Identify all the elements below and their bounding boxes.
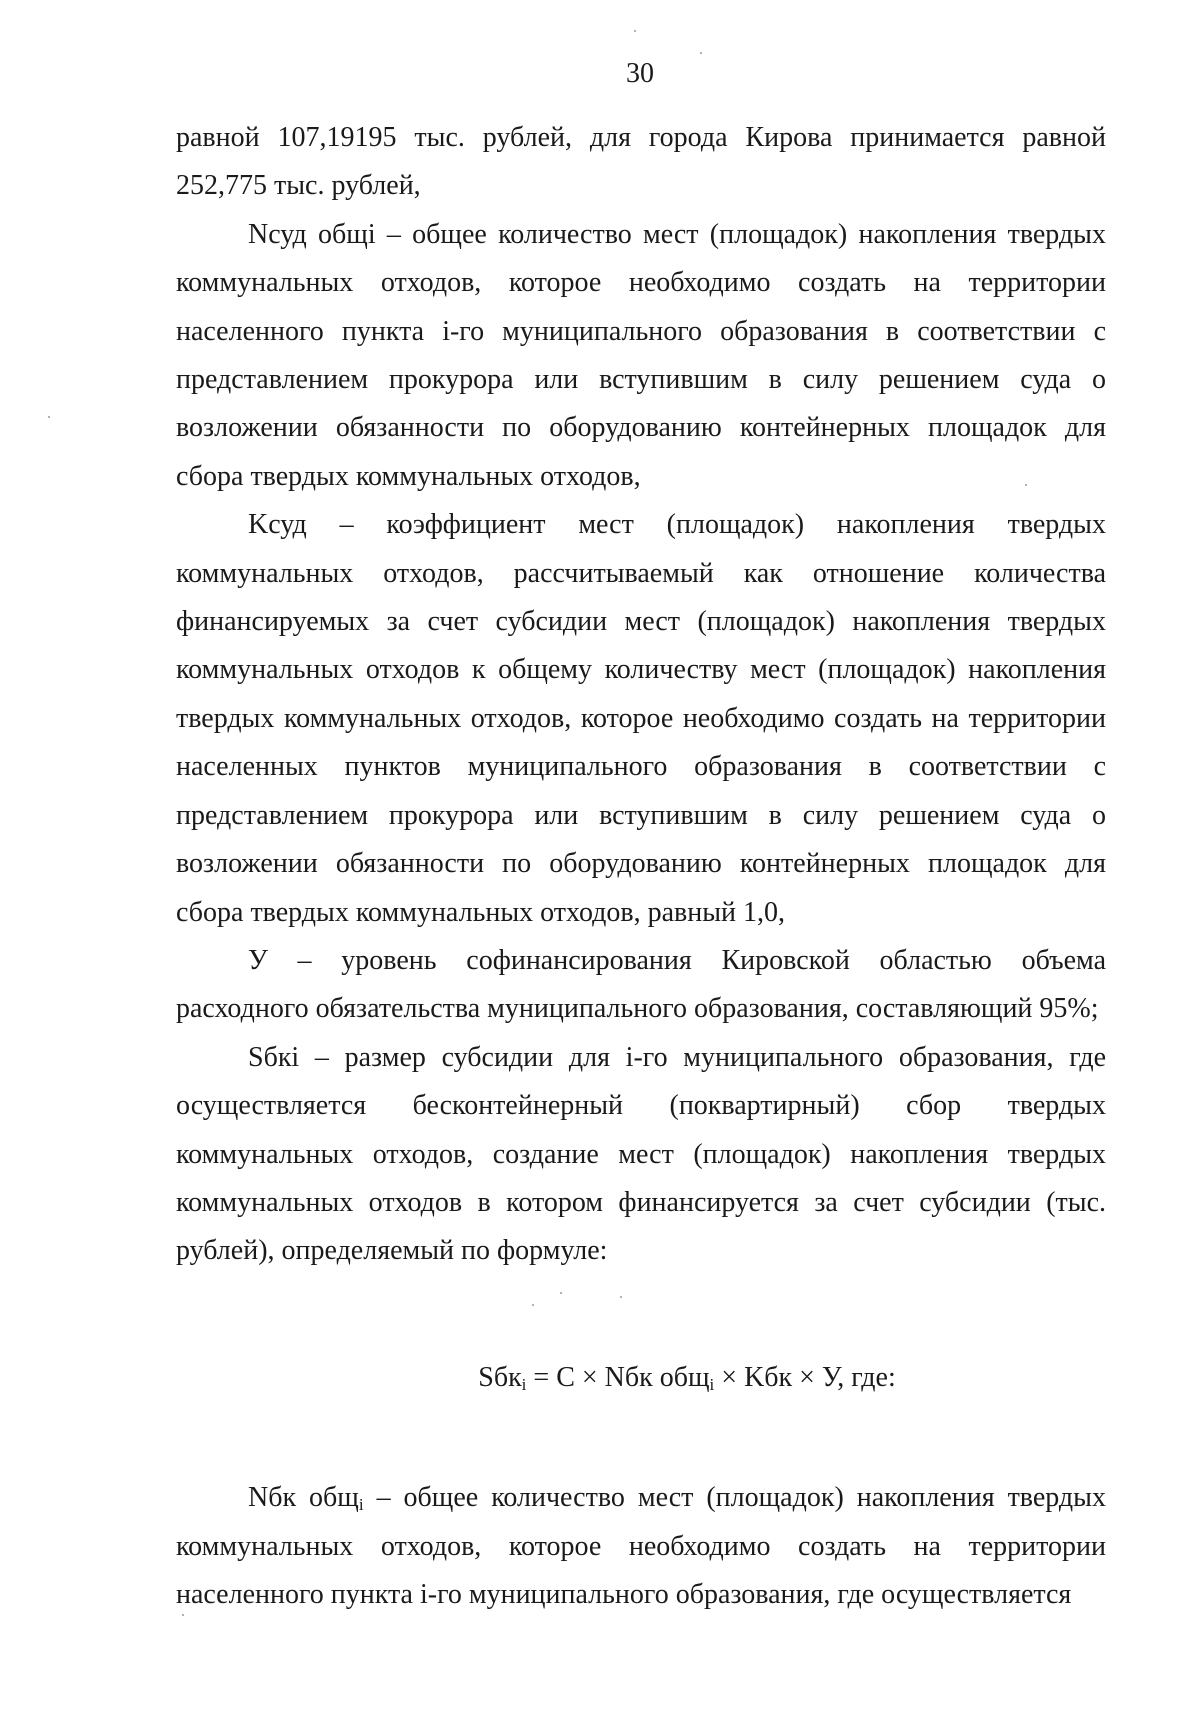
- paragraph-sbki-definition: Sбкi – размер субсидии для i-го муниципального образования, где осуществляется бесконтейнерный (поквартирный) сбор твердых коммунальных отходов, создание мест (площадок) накопления твердых коммунальных отходов в котором финансируется за счет субсидии (тыс. рублей), определяемый по формуле:: [176, 1041, 1106, 1267]
- nbk-symbol: Nбк общ: [248, 1482, 359, 1514]
- paragraph-kcud-definition: Kсуд – коэффициент мест (площадок) накопления твердых коммунальных отходов, рассчитываемый как отношение количества финансируемых за счет субсидии мест (площадок) накопления твердых коммунальных отходов к общему количеству мест (площадок) накопления твердых коммунальных отходов, которое необходимо создать на территории населенных пунктов муниципального образования в соответствии с представлением прокурора или вступившим в силу решением суда о возложении обязанности по оборудованию контейнерных площадок для сбора твердых коммунальных отходов, равный 1,0,: [176, 509, 1106, 928]
- paragraph-nbk-definition: [176, 1474, 1106, 1619]
- scan-speck: [560, 1292, 562, 1294]
- formula-lhs-subscript: i: [521, 1374, 527, 1394]
- formula-middle-subscript: i: [709, 1374, 715, 1394]
- nbk-definition-text: – общее количество мест (площадок) накопления твердых коммунальных отходов, которое необходимо создать на территории населенного пункта i-го муниципального образования, где осуществляется: [176, 1482, 1106, 1610]
- page-number: 30: [626, 58, 654, 89]
- formula-sbki: [176, 1354, 1106, 1402]
- paragraph-u-definition: У – уровень софинансирования Кировской областью объема расходного обязательства муниципального образования, составляющий 95%;: [176, 944, 1106, 1025]
- scan-speck: [532, 1304, 534, 1306]
- paragraph-continuation: равной 107,19195 тыс. рублей, для города Кирова принимается равной 252,775 тыс. рублей,: [176, 122, 1106, 202]
- formula-lhs: Sбк: [478, 1361, 522, 1393]
- scan-speck: [48, 416, 50, 418]
- scan-speck: [1025, 484, 1027, 486]
- scan-speck: [620, 1296, 622, 1298]
- formula-middle: = C × Nбк общ: [526, 1361, 710, 1393]
- formula-rest: × Kбк × У, где:: [714, 1361, 896, 1393]
- document-body: [176, 114, 1106, 1619]
- scan-speck: [700, 52, 702, 54]
- scan-speck: [182, 1614, 184, 1616]
- paragraph-ncud-definition: Nсуд общi – общее количество мест (площадок) накопления твердых коммунальных отходов, которое необходимо создать на территории населенного пункта i-го муниципального образования в соответствии с представлением прокурора или вступившим в силу решением суда о возложении обязанности по оборудованию контейнерных площадок для сбора твердых коммунальных отходов,: [176, 218, 1106, 492]
- nbk-symbol-subscript: i: [358, 1495, 364, 1515]
- scan-speck: [634, 30, 636, 32]
